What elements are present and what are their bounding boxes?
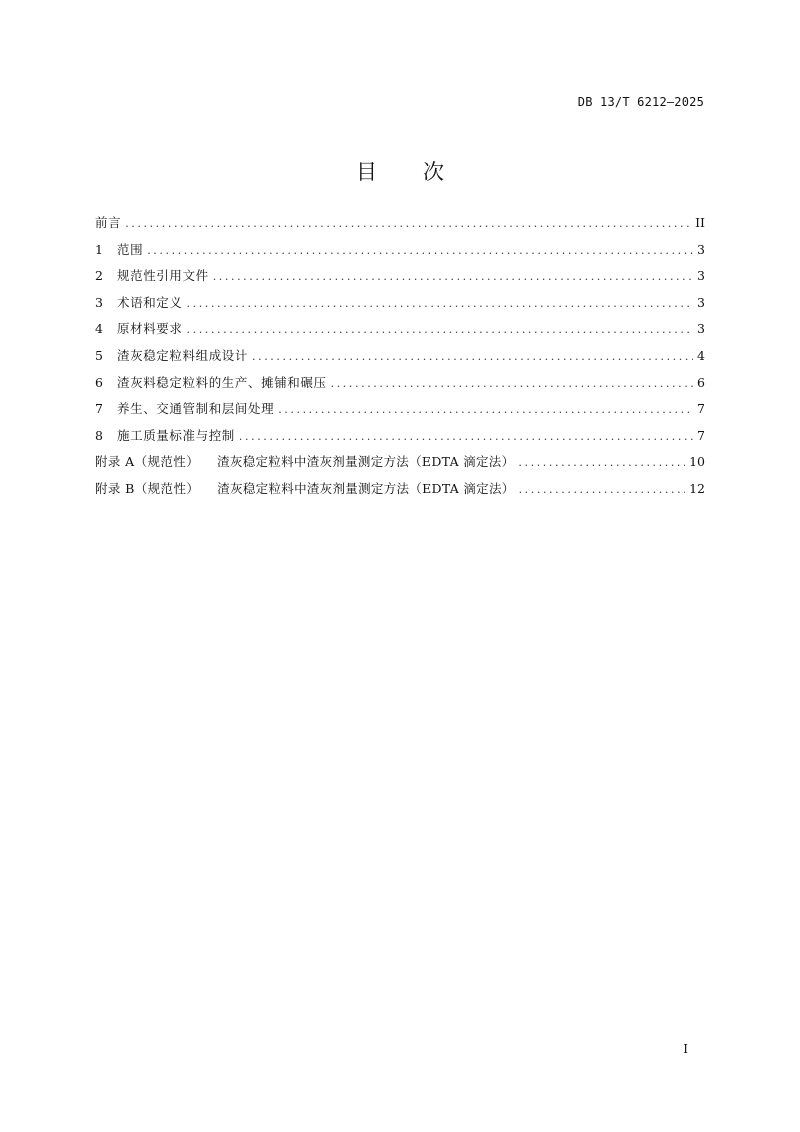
appendix-label: 附录 A（规范性） <box>95 454 200 470</box>
dot-leader <box>331 374 693 394</box>
toc-entry-appendix-b[interactable] <box>95 479 705 506</box>
toc-entry-page: 3 <box>697 294 705 310</box>
toc-entry-number: 8 <box>95 427 103 443</box>
toc-entry-mix-design[interactable] <box>95 346 705 373</box>
toc-entry-page: 7 <box>697 427 705 443</box>
toc-entry-label: 渣灰料稳定粒料的生产、摊铺和碾压 <box>117 374 327 390</box>
toc-entry-page: 6 <box>697 374 705 390</box>
toc-entry-curing-traffic[interactable] <box>95 399 705 426</box>
toc-entry-appendix-a[interactable] <box>95 452 705 479</box>
appendix-title: 渣灰稳定粒料中渣灰剂量测定方法（EDTA 滴定法） <box>217 480 515 496</box>
toc-entry-number: 1 <box>95 241 103 257</box>
toc-entry-label: 范围 <box>117 241 144 257</box>
toc-entry-label: 术语和定义 <box>117 294 183 310</box>
dot-leader <box>519 480 686 500</box>
toc-entry-number: 7 <box>95 401 103 417</box>
appendix-title: 渣灰稳定粒料中渣灰剂量测定方法（EDTA 滴定法） <box>217 454 515 470</box>
title-char-1: 目 <box>356 160 377 184</box>
toc-entry-quality-control[interactable] <box>95 426 705 453</box>
table-of-contents <box>95 213 705 506</box>
toc-entry-number: 3 <box>95 294 103 310</box>
dot-leader <box>239 427 693 447</box>
appendix-label: 附录 B（规范性） <box>95 480 200 496</box>
toc-entry-production-paving[interactable] <box>95 373 705 400</box>
dot-leader <box>147 241 693 261</box>
toc-entry-normative-references[interactable] <box>95 266 705 293</box>
dot-leader <box>518 453 685 473</box>
title-char-2: 次 <box>423 160 444 184</box>
dot-leader <box>213 267 693 287</box>
toc-entry-page: 3 <box>697 241 705 257</box>
toc-entry-page: 12 <box>689 480 705 496</box>
toc-entry-label: 渣灰稳定粒料组成设计 <box>117 347 249 363</box>
toc-entry-label: 施工质量标准与控制 <box>117 427 235 443</box>
toc-entry-foreword[interactable] <box>95 213 705 240</box>
toc-entry-page: 4 <box>697 347 705 363</box>
toc-entry-number: 2 <box>95 268 103 284</box>
toc-entry-page: 10 <box>689 454 705 470</box>
toc-entry-raw-materials[interactable] <box>95 319 705 346</box>
toc-entry-label: 养生、交通管制和层间处理 <box>117 401 275 417</box>
toc-entry-number: 6 <box>95 374 103 390</box>
page-number: I <box>683 1042 688 1056</box>
toc-entry-label: 原材料要求 <box>117 321 183 337</box>
toc-entry-page: 3 <box>697 268 705 284</box>
dot-leader <box>252 347 693 367</box>
toc-entry-scope[interactable] <box>95 240 705 267</box>
toc-entry-page: 7 <box>697 401 705 417</box>
page-title <box>0 156 800 186</box>
standard-code: DB 13/T 6212—2025 <box>577 95 704 109</box>
toc-entry-label: 前言 <box>95 215 122 230</box>
dot-leader <box>278 400 693 420</box>
toc-entry-label: 规范性引用文件 <box>117 268 209 284</box>
dot-leader <box>125 214 691 234</box>
dot-leader <box>187 294 694 314</box>
dot-leader <box>187 320 694 340</box>
toc-entry-number: 5 <box>95 347 103 363</box>
toc-entry-terms-definitions[interactable] <box>95 293 705 320</box>
toc-entry-page: II <box>695 215 705 230</box>
toc-entry-page: 3 <box>697 321 705 337</box>
toc-entry-number: 4 <box>95 321 103 337</box>
